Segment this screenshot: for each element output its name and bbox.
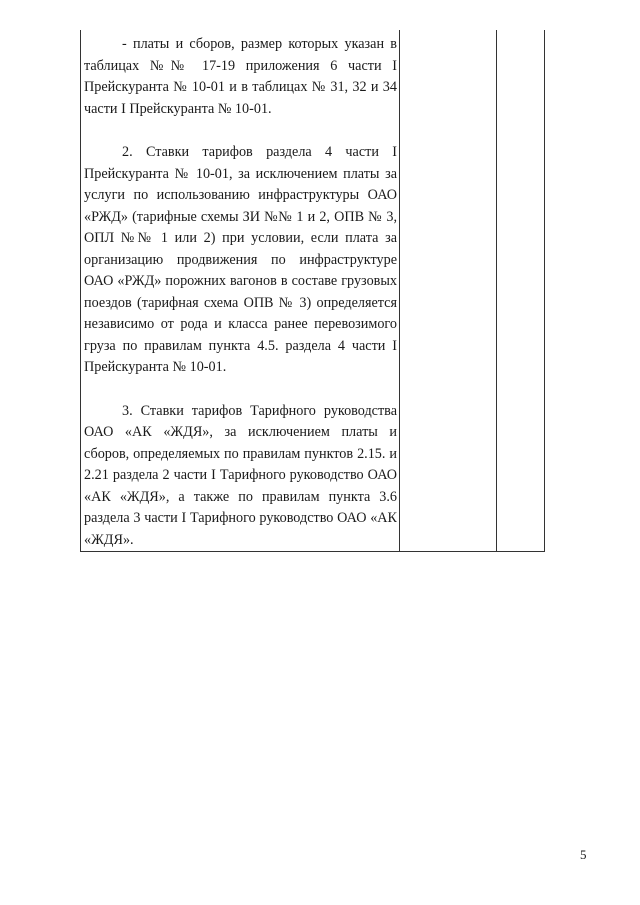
- empty-cell: [400, 30, 497, 552]
- empty-cell: [497, 30, 545, 552]
- page-number: 5: [580, 847, 587, 862]
- paragraph-fees-list-item: - платы и сборов, размер которых указан в таблицах №№ 17-19 приложения 6 части I Прейскуранта № 10-01 и в таблицах № 31, 32 и 34 части I Прейскуранта № 10-01.: [84, 36, 397, 117]
- tariff-table: [80, 30, 545, 552]
- paragraph-item-2: 2. Ставки тарифов раздела 4 части I Прейскуранта № 10-01, за исключением платы за услуги по использованию инфраструктуры ОАО «РЖД» (тарифные схемы ЗИ №№ 1 и 2, ОПВ № 3, ОПЛ №№ 1 или 2) при условии, если плата за организацию продвижения по инфраструктуре ОАО «РЖД» порожних вагонов в составе грузовых поездов (тарифная схема ОПВ № 3) определяется независимо от рода и класса ранее перевозимого груза по правилам пункта 4.5. раздела 4 части I Прейскуранта № 10-01.: [84, 144, 397, 375]
- text-cell: [81, 30, 400, 552]
- table-row: [81, 30, 545, 552]
- paragraph-item-3: 3. Ставки тарифов Тарифного руководства ОАО «АК «ЖДЯ», за исключением платы и сборов, определяемых по правилам пунктов 2.15. и 2.21 раздела 2 части I Тарифного руководство ОАО «АК «ЖДЯ», а также по правилам пункта 3.6 раздела 3 части I Тарифного руководство ОАО «АК «ЖДЯ».: [84, 402, 397, 548]
